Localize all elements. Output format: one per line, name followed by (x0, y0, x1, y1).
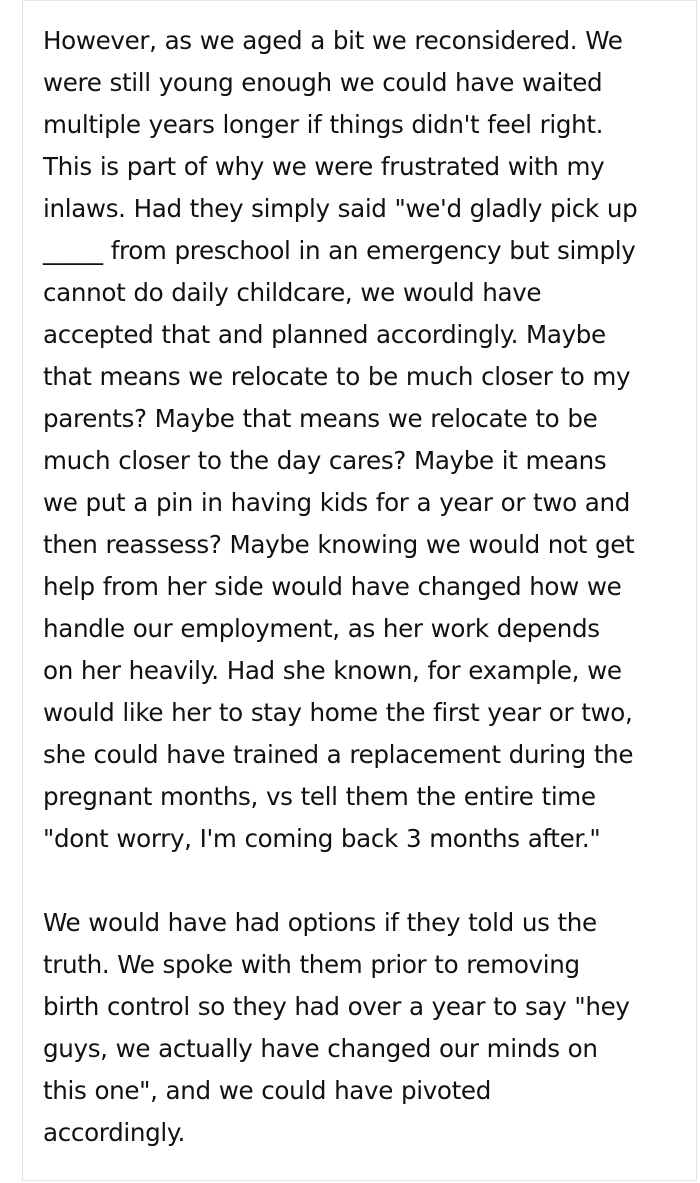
text-line: would like her to stay home the first year or two, (43, 698, 633, 727)
text-line: handle our employment, as her work depends (43, 614, 600, 643)
text-line: on her heavily. Had she known, for example, we (43, 656, 622, 685)
text-line: guys, we actually have changed our minds on (43, 1034, 598, 1063)
text-line: we put a pin in having kids for a year or two and (43, 488, 631, 517)
paragraph-1 (43, 20, 693, 860)
text-line: cannot do daily childcare, we would have (43, 278, 542, 307)
text-line: accepted that and planned accordingly. Maybe (43, 320, 606, 349)
text-line: However, as we aged a bit we reconsidered. We (43, 26, 623, 55)
text-line: she could have trained a replacement during the (43, 740, 634, 769)
text-line: parents? Maybe that means we relocate to be (43, 404, 598, 433)
text-line: much closer to the day cares? Maybe it means (43, 446, 607, 475)
text-line: multiple years longer if things didn't feel right. (43, 110, 604, 139)
text-line: that means we relocate to be much closer to my (43, 362, 631, 391)
text-line: were still young enough we could have waited (43, 68, 603, 97)
text-line: We would have had options if they told us the (43, 908, 597, 937)
text-line: accordingly. (43, 1118, 185, 1147)
text-line: pregnant months, vs tell them the entire time (43, 782, 596, 811)
text-line: _____ from preschool in an emergency but simply (43, 236, 636, 265)
text-line: inlaws. Had they simply said "we'd gladly pick up (43, 194, 638, 223)
text-line: then reassess? Maybe knowing we would not get (43, 530, 635, 559)
post-text-body (43, 20, 693, 1154)
text-line: this one", and we could have pivoted (43, 1076, 491, 1105)
text-line: This is part of why we were frustrated with my (43, 152, 605, 181)
text-line: "dont worry, I'm coming back 3 months after." (43, 824, 601, 853)
paragraph-2 (43, 902, 693, 1154)
text-line: help from her side would have changed how we (43, 572, 622, 601)
text-line: truth. We spoke with them prior to removing (43, 950, 580, 979)
text-line: birth control so they had over a year to say "hey (43, 992, 630, 1021)
